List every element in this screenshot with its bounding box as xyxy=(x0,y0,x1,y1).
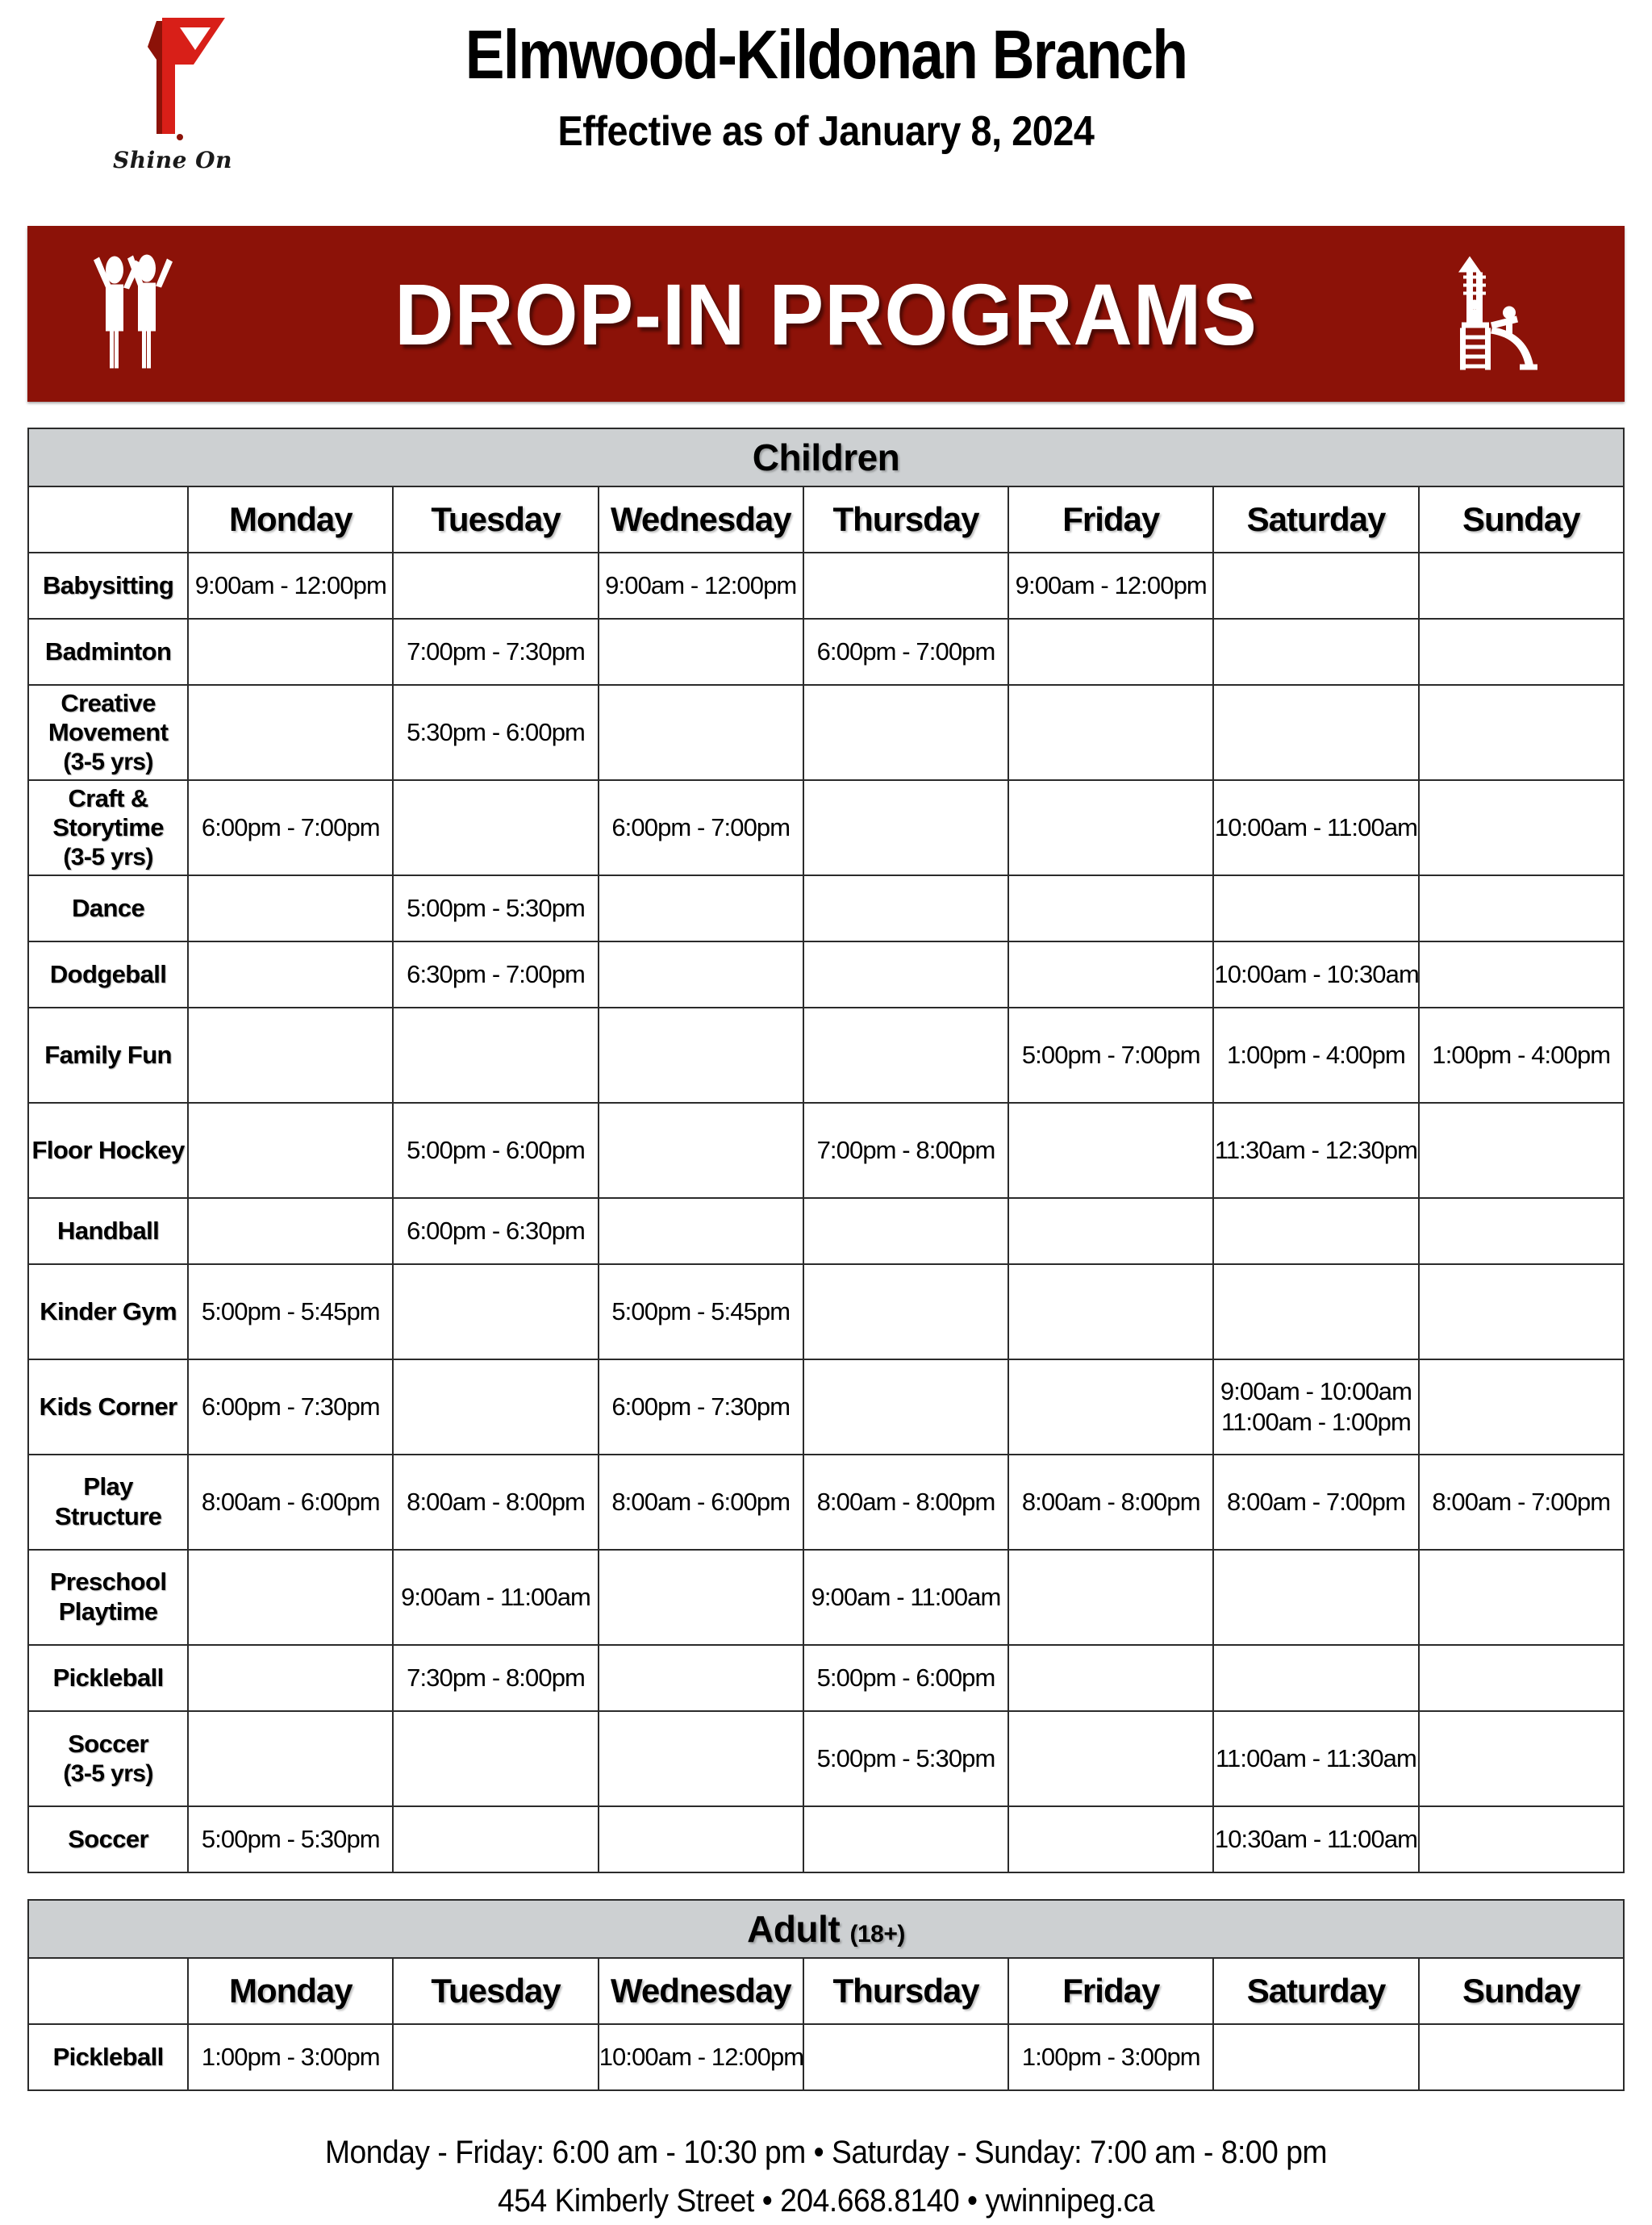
day-header-tuesday: Tuesday xyxy=(393,1958,598,2024)
time-slot-text: 5:00pm - 5:45pm xyxy=(611,1297,791,1326)
time-slot-text: 6:00pm - 7:30pm xyxy=(611,1392,791,1421)
page-header xyxy=(27,0,1625,219)
program-name-cell xyxy=(28,1008,188,1103)
time-slot-cell xyxy=(599,1264,803,1359)
time-slot-text: 8:00am - 7:00pm xyxy=(1227,1488,1405,1517)
time-slot-cell xyxy=(1419,875,1624,941)
program-name-cell xyxy=(28,780,188,875)
time-slot-text: 10:00am - 10:30am xyxy=(1214,960,1419,989)
time-slot-cell xyxy=(393,1198,598,1264)
time-slot-cell xyxy=(1419,1455,1624,1550)
time-slot-cell xyxy=(803,1455,1008,1550)
table-row xyxy=(28,1008,1624,1103)
time-slot-cell xyxy=(599,2024,803,2090)
program-name: Play Structure xyxy=(54,1472,162,1530)
time-slot-cell xyxy=(1419,1645,1624,1711)
time-slot-cell xyxy=(188,1359,393,1455)
time-slot-cell xyxy=(393,2024,598,2090)
time-slot-cell xyxy=(393,1264,598,1359)
program-name-cell xyxy=(28,875,188,941)
time-slot-cell xyxy=(803,1103,1008,1198)
time-slot-cell xyxy=(393,780,598,875)
time-slot-cell xyxy=(393,875,598,941)
day-header-thursday: Thursday xyxy=(803,486,1008,553)
time-slot-text: 6:00pm - 7:00pm xyxy=(611,813,791,842)
day-header-sunday: Sunday xyxy=(1419,486,1624,553)
time-slot-cell xyxy=(393,1103,598,1198)
effective-date: Effective as of January 8, 2024 xyxy=(557,108,1095,155)
program-name-cell xyxy=(28,2024,188,2090)
time-slot-text: 6:00pm - 7:00pm xyxy=(201,813,380,842)
time-slot-cell xyxy=(1008,780,1213,875)
time-slot-cell xyxy=(188,1198,393,1264)
time-slot-cell xyxy=(1419,780,1624,875)
category-age-range: (18+) xyxy=(849,1921,905,1947)
program-name: Pickleball xyxy=(52,1663,164,1692)
program-name: Preschool Playtime xyxy=(49,1568,167,1626)
time-slot-text: 1:00pm - 4:00pm xyxy=(1432,1041,1611,1070)
time-slot-cell xyxy=(1419,619,1624,685)
time-slot-cell xyxy=(1419,1806,1624,1872)
table-row xyxy=(28,2024,1624,2090)
day-header-saturday: Saturday xyxy=(1213,1958,1418,2024)
table-row xyxy=(28,685,1624,780)
time-slot-cell xyxy=(803,2024,1008,2090)
time-slot-cell xyxy=(599,1645,803,1711)
time-slot-text: 7:30pm - 8:00pm xyxy=(407,1664,585,1693)
program-name-cell xyxy=(28,1645,188,1711)
program-name: Babysitting xyxy=(42,570,174,599)
program-name: Creative Movement xyxy=(48,688,169,747)
time-slot-cell xyxy=(1213,1103,1418,1198)
time-slot-cell xyxy=(1419,1103,1624,1198)
time-slot-cell xyxy=(1213,2024,1418,2090)
time-slot-cell xyxy=(393,1711,598,1806)
time-slot-cell xyxy=(1008,685,1213,780)
time-slot-text: 5:00pm - 6:00pm xyxy=(407,1136,585,1165)
time-slot-cell xyxy=(1008,941,1213,1008)
program-age-range: (3-5 yrs) xyxy=(63,748,153,775)
day-header-monday: Monday xyxy=(188,486,393,553)
time-slot-text: 5:00pm - 5:30pm xyxy=(201,1825,380,1854)
time-slot-cell xyxy=(599,553,803,619)
time-slot-cell xyxy=(1419,1198,1624,1264)
program-age-range: (3-5 yrs) xyxy=(63,843,153,870)
day-header-tuesday: Tuesday xyxy=(393,486,598,553)
time-slot-cell xyxy=(1008,1806,1213,1872)
time-slot-cell xyxy=(1419,1008,1624,1103)
children-rows-body xyxy=(28,553,1624,1872)
time-slot-text: 8:00am - 6:00pm xyxy=(201,1488,380,1517)
table-row xyxy=(28,1103,1624,1198)
program-name: Kinder Gym xyxy=(40,1296,177,1325)
time-slot-cell xyxy=(1213,1455,1418,1550)
adult-rows-body xyxy=(28,2024,1624,2090)
day-header-sunday: Sunday xyxy=(1419,1958,1624,2024)
time-slot-cell xyxy=(803,1264,1008,1359)
time-slot-cell xyxy=(599,1711,803,1806)
time-slot-text: 5:00pm - 5:45pm xyxy=(201,1297,380,1326)
time-slot-cell xyxy=(188,1806,393,1872)
time-slot-cell xyxy=(803,1359,1008,1455)
program-name-cell xyxy=(28,1550,188,1645)
day-header-thursday: Thursday xyxy=(803,1958,1008,2024)
time-slot-cell xyxy=(188,875,393,941)
program-name: Family Fun xyxy=(44,1040,172,1069)
time-slot-cell xyxy=(1213,941,1418,1008)
time-slot-cell xyxy=(393,1455,598,1550)
day-header-saturday: Saturday xyxy=(1213,486,1418,553)
program-name-cell xyxy=(28,1359,188,1455)
time-slot-cell xyxy=(599,780,803,875)
time-slot-text: 8:00am - 8:00pm xyxy=(1021,1488,1200,1517)
day-header-friday: Friday xyxy=(1008,486,1213,553)
time-slot-text: 8:00am - 8:00pm xyxy=(816,1488,995,1517)
time-slot-cell xyxy=(599,1359,803,1455)
time-slot-cell xyxy=(393,1008,598,1103)
program-name: Badminton xyxy=(44,637,172,666)
time-slot-cell xyxy=(599,685,803,780)
day-header-monday: Monday xyxy=(188,1958,393,2024)
program-name-cell xyxy=(28,1198,188,1264)
time-slot-cell xyxy=(1008,1264,1213,1359)
logo-tagline: Shine On xyxy=(113,147,232,173)
time-slot-cell xyxy=(1419,2024,1624,2090)
two-people-arms-up-icon xyxy=(86,253,189,376)
time-slot-cell xyxy=(803,553,1008,619)
time-slot-cell xyxy=(803,685,1008,780)
time-slot-cell xyxy=(1213,1198,1418,1264)
time-slot-cell xyxy=(188,1264,393,1359)
time-slot-text: 5:30pm - 6:00pm xyxy=(407,718,585,747)
program-name-cell xyxy=(28,941,188,1008)
time-slot-cell xyxy=(1213,1008,1418,1103)
time-slot-cell xyxy=(188,780,393,875)
time-slot-text: 9:00am - 11:00am xyxy=(401,1583,590,1612)
footer-hours: Monday - Friday: 6:00 am - 10:30 pm • Saturday - Sunday: 7:00 am - 8:00 pm xyxy=(325,2135,1327,2170)
table-row xyxy=(28,780,1624,875)
category-header-row xyxy=(28,428,1624,486)
time-slot-text: 10:00am - 12:00pm xyxy=(599,2043,804,2072)
time-slot-text: 9:00am - 12:00pm xyxy=(605,571,797,600)
day-header-wednesday: Wednesday xyxy=(599,486,803,553)
footer xyxy=(83,2128,1568,2225)
table-row xyxy=(28,1264,1624,1359)
time-slot-cell xyxy=(188,941,393,1008)
children-schedule-table xyxy=(27,428,1625,1873)
time-slot-cell xyxy=(188,1008,393,1103)
time-slot-cell xyxy=(1419,1550,1624,1645)
page-title: Elmwood-Kildonan Branch xyxy=(465,17,1187,94)
time-slot-cell xyxy=(1008,1359,1213,1455)
table-row xyxy=(28,1645,1624,1711)
time-slot-cell xyxy=(1213,875,1418,941)
time-slot-text: 8:00am - 7:00pm xyxy=(1432,1488,1611,1517)
time-slot-text: 9:00am - 10:00am xyxy=(1220,1377,1412,1406)
table-row xyxy=(28,619,1624,685)
time-slot-cell xyxy=(1419,1359,1624,1455)
time-slot-text: 11:30am - 12:30pm xyxy=(1214,1136,1418,1165)
table-row xyxy=(28,553,1624,619)
time-slot-text: 6:00pm - 6:30pm xyxy=(407,1217,585,1246)
time-slot-cell xyxy=(1008,1455,1213,1550)
time-slot-text: 11:00am - 1:00pm xyxy=(1221,1408,1411,1436)
time-slot-cell xyxy=(803,780,1008,875)
time-slot-cell xyxy=(1008,875,1213,941)
day-header-wednesday: Wednesday xyxy=(599,1958,803,2024)
playground-slide-icon xyxy=(1431,252,1552,377)
time-slot-cell xyxy=(1008,553,1213,619)
adult-section xyxy=(27,1899,1625,2091)
banner-title: DROP-IN PROGRAMS xyxy=(394,265,1258,363)
program-name: Handball xyxy=(57,1216,160,1245)
time-slot-cell xyxy=(393,1645,598,1711)
program-age-range: (3-5 yrs) xyxy=(63,1760,153,1787)
time-slot-cell xyxy=(803,1711,1008,1806)
program-name-cell xyxy=(28,1806,188,1872)
time-slot-cell xyxy=(1008,1550,1213,1645)
table-row xyxy=(28,1806,1624,1872)
time-slot-cell xyxy=(188,619,393,685)
time-slot-cell xyxy=(393,1806,598,1872)
day-header-friday: Friday xyxy=(1008,1958,1213,2024)
time-slot-cell xyxy=(1419,1711,1624,1806)
corner-cell xyxy=(28,1958,188,2024)
time-slot-text: 10:30am - 11:00am xyxy=(1214,1825,1418,1854)
time-slot-cell xyxy=(1213,1264,1418,1359)
time-slot-cell xyxy=(393,619,598,685)
time-slot-cell xyxy=(599,875,803,941)
children-section xyxy=(27,428,1625,1873)
time-slot-cell xyxy=(393,941,598,1008)
time-slot-cell xyxy=(1213,1359,1418,1455)
footer-contact: 454 Kimberly Street • 204.668.8140 • ywinnipeg.ca xyxy=(498,2183,1154,2219)
program-name: Dance xyxy=(72,893,145,922)
program-name-cell xyxy=(28,1103,188,1198)
time-slot-cell xyxy=(1213,619,1418,685)
time-slot-cell xyxy=(599,1103,803,1198)
time-slot-text: 6:00pm - 7:00pm xyxy=(816,637,995,666)
time-slot-cell xyxy=(188,685,393,780)
time-slot-text: 9:00am - 12:00pm xyxy=(194,571,386,600)
program-name: Pickleball xyxy=(52,2042,164,2071)
category-title-children: Children xyxy=(28,428,1624,486)
time-slot-cell xyxy=(599,1550,803,1645)
time-slot-cell xyxy=(1213,1550,1418,1645)
program-name: Dodgeball xyxy=(49,959,167,988)
time-slot-cell xyxy=(803,1645,1008,1711)
program-name: Craft & Storytime xyxy=(52,783,164,842)
time-slot-cell xyxy=(1213,685,1418,780)
time-slot-cell xyxy=(188,2024,393,2090)
time-slot-text: 6:00pm - 7:30pm xyxy=(201,1392,380,1421)
time-slot-text: 5:00pm - 5:30pm xyxy=(816,1744,995,1773)
time-slot-cell xyxy=(1213,1645,1418,1711)
program-name-cell xyxy=(28,553,188,619)
program-name-cell xyxy=(28,685,188,780)
time-slot-cell xyxy=(1419,685,1624,780)
time-slot-cell xyxy=(1213,553,1418,619)
time-slot-cell xyxy=(599,1198,803,1264)
time-slot-cell xyxy=(803,1198,1008,1264)
time-slot-text: 7:00pm - 8:00pm xyxy=(816,1136,995,1165)
time-slot-cell xyxy=(599,941,803,1008)
table-row xyxy=(28,941,1624,1008)
time-slot-text: 8:00am - 8:00pm xyxy=(407,1488,585,1517)
time-slot-cell xyxy=(803,619,1008,685)
program-name: Soccer xyxy=(68,1730,148,1759)
time-slot-text: 6:30pm - 7:00pm xyxy=(407,960,585,989)
drop-in-programs-banner xyxy=(27,226,1625,402)
time-slot-cell xyxy=(599,619,803,685)
table-row xyxy=(28,1711,1624,1806)
time-slot-cell xyxy=(188,1103,393,1198)
time-slot-cell xyxy=(393,685,598,780)
time-slot-cell xyxy=(188,1455,393,1550)
time-slot-text: 1:00pm - 3:00pm xyxy=(1021,2043,1200,2072)
program-name-cell xyxy=(28,1711,188,1806)
category-title-text: Adult xyxy=(747,1908,841,1950)
time-slot-cell xyxy=(393,1359,598,1455)
time-slot-cell xyxy=(1008,619,1213,685)
time-slot-text: 1:00pm - 3:00pm xyxy=(201,2043,380,2072)
time-slot-cell xyxy=(188,1550,393,1645)
time-slot-cell xyxy=(1008,2024,1213,2090)
program-name-cell xyxy=(28,619,188,685)
time-slot-cell xyxy=(1419,1264,1624,1359)
table-row xyxy=(28,1359,1624,1455)
title-block xyxy=(27,17,1625,156)
time-slot-text: 8:00am - 6:00pm xyxy=(611,1488,791,1517)
table-row xyxy=(28,875,1624,941)
time-slot-cell xyxy=(1008,1711,1213,1806)
time-slot-cell xyxy=(1008,1008,1213,1103)
time-slot-text: 5:00pm - 5:30pm xyxy=(407,894,585,923)
time-slot-text: 5:00pm - 6:00pm xyxy=(816,1664,995,1693)
time-slot-cell xyxy=(1419,553,1624,619)
time-slot-cell xyxy=(1213,780,1418,875)
time-slot-text: 11:00am - 11:30am xyxy=(1216,1744,1416,1773)
time-slot-text: 1:00pm - 4:00pm xyxy=(1227,1041,1405,1070)
time-slot-cell xyxy=(1008,1103,1213,1198)
time-slot-cell xyxy=(393,553,598,619)
day-header-row xyxy=(28,486,1624,553)
time-slot-cell xyxy=(803,1008,1008,1103)
program-name-cell xyxy=(28,1455,188,1550)
time-slot-text: 7:00pm - 7:30pm xyxy=(407,637,585,666)
time-slot-cell xyxy=(803,1550,1008,1645)
time-slot-cell xyxy=(1008,1198,1213,1264)
table-row xyxy=(28,1198,1624,1264)
program-name-cell xyxy=(28,1264,188,1359)
program-name: Floor Hockey xyxy=(31,1135,185,1164)
table-row xyxy=(28,1455,1624,1550)
corner-cell xyxy=(28,486,188,553)
adult-schedule-table xyxy=(27,1899,1625,2091)
time-slot-cell xyxy=(1213,1806,1418,1872)
time-slot-text: 5:00pm - 7:00pm xyxy=(1021,1041,1200,1070)
time-slot-cell xyxy=(188,553,393,619)
time-slot-text: 9:00am - 12:00pm xyxy=(1015,571,1207,600)
time-slot-cell xyxy=(599,1455,803,1550)
time-slot-cell xyxy=(803,1806,1008,1872)
program-name: Soccer xyxy=(68,1824,148,1853)
time-slot-cell xyxy=(599,1008,803,1103)
table-row xyxy=(28,1550,1624,1645)
program-name: Kids Corner xyxy=(39,1392,177,1421)
time-slot-cell xyxy=(188,1711,393,1806)
category-title-adult xyxy=(28,1900,1624,1958)
category-header-row xyxy=(28,1900,1624,1958)
time-slot-cell xyxy=(1419,941,1624,1008)
time-slot-cell xyxy=(188,1645,393,1711)
time-slot-cell xyxy=(803,941,1008,1008)
time-slot-text: 9:00am - 11:00am xyxy=(811,1583,1001,1612)
time-slot-cell xyxy=(393,1550,598,1645)
time-slot-cell xyxy=(1213,1711,1418,1806)
time-slot-cell xyxy=(1008,1645,1213,1711)
time-slot-text: 10:00am - 11:00am xyxy=(1214,813,1418,842)
time-slot-cell xyxy=(803,875,1008,941)
day-header-row xyxy=(28,1958,1624,2024)
time-slot-cell xyxy=(599,1806,803,1872)
